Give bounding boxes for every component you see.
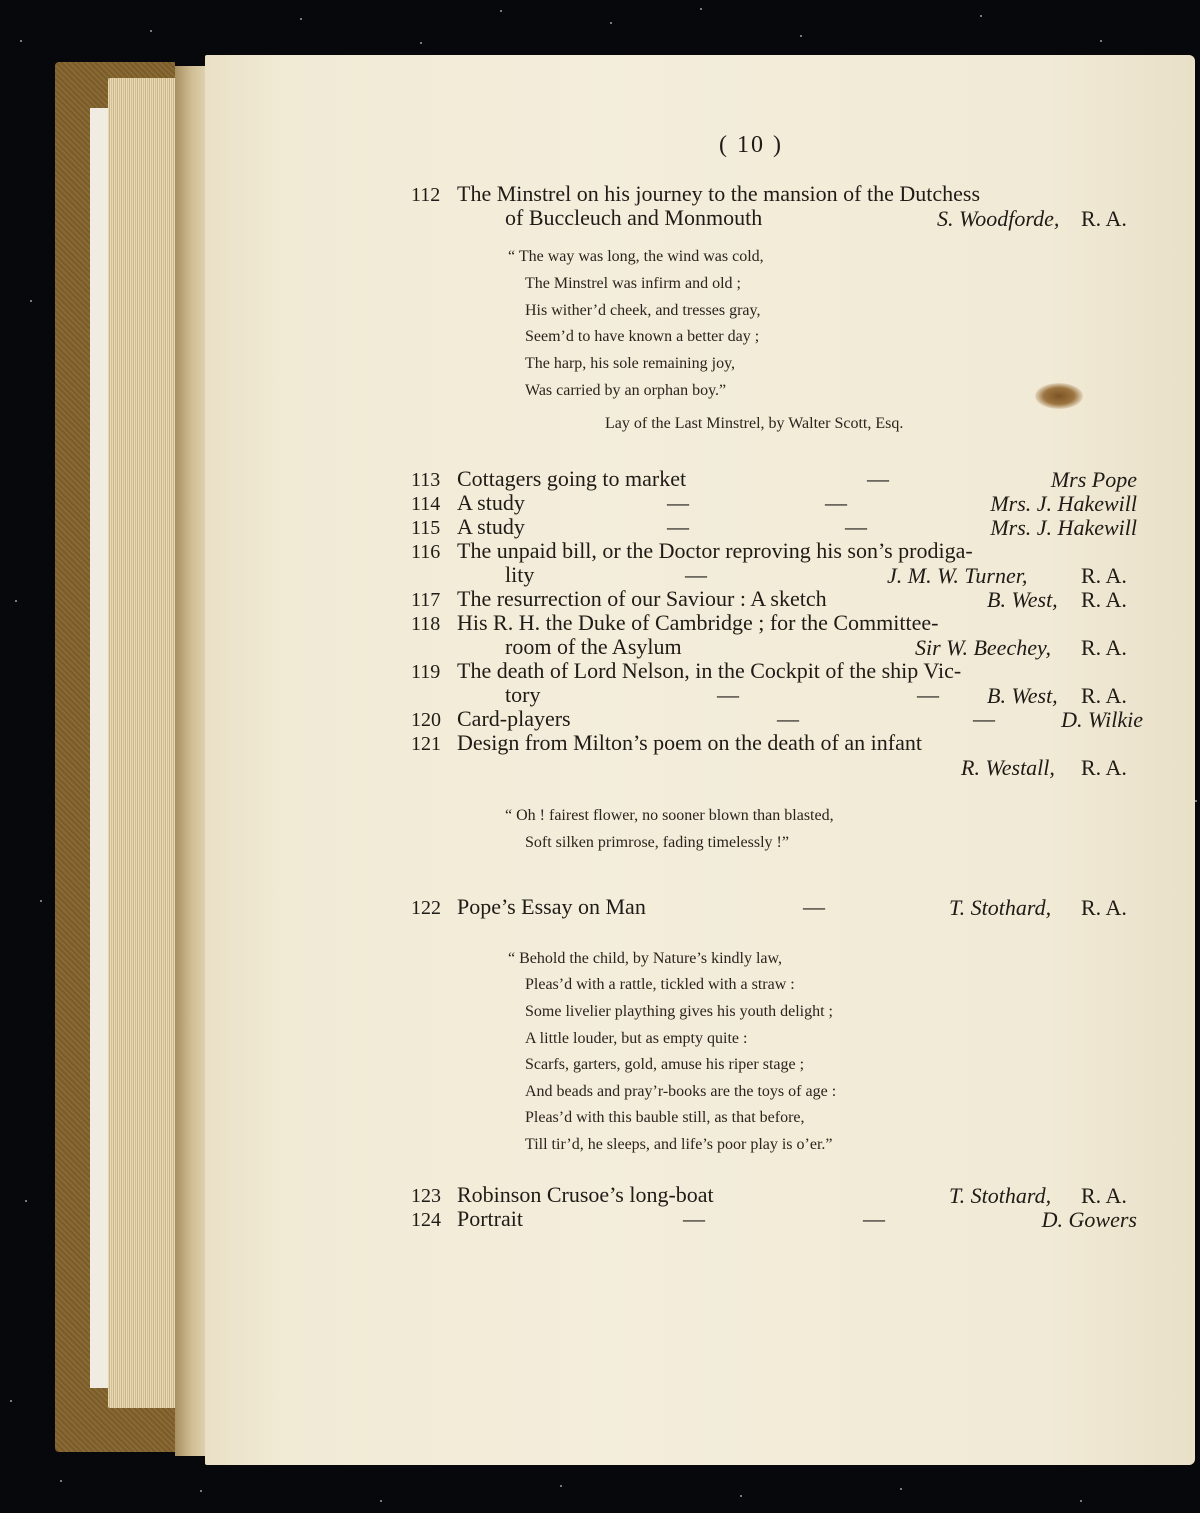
background-speck [560,1485,562,1487]
entry-number: 120 [411,709,441,731]
entry-title: Pope’s Essay on Man [457,894,646,919]
background-speck [740,1495,742,1497]
entry-title: A study [457,490,525,515]
entry-title: Portrait [457,1206,523,1231]
entry-number: 112 [411,184,441,206]
background-speck [700,8,702,10]
entry-title-continued: room of the Asylum [505,634,682,659]
background-speck [380,1500,382,1502]
entry-title: Cottagers going to market [457,466,687,491]
verse-line: Was carried by an orphan boy.” [525,382,727,399]
entry-title: Card-players [457,706,571,731]
verse-line: His wither’d cheek, and tresses gray, [525,302,761,319]
entry-honour: R. A. [1081,683,1127,708]
page-edges [108,78,178,1408]
entry-dash: — [667,514,689,539]
background-speck [980,15,982,17]
verse-line: Some livelier plaything gives his youth delight ; [525,1003,833,1020]
entry-title: The unpaid bill, or the Doctor reproving his son’s prodiga- [457,538,973,563]
background-speck [1100,40,1102,42]
entry-honour: R. A. [1081,563,1127,588]
entry-title: Robinson Crusoe’s long-boat [457,1182,714,1207]
entry-number: 115 [411,517,441,539]
entry-honour: R. A. [1081,587,1127,612]
entry-dash: — [803,894,825,919]
entry-title: His R. H. the Duke of Cambridge ; for the Committee- [457,610,939,635]
entry-artist: R. Westall, [961,755,1055,780]
entry-number: 119 [411,661,441,683]
background-speck [150,30,152,32]
background-speck [1195,800,1197,802]
entry-title: The Minstrel on his journey to the mansion of the Dutchess [457,181,981,206]
entry-artist: D. Gowers [1041,1207,1137,1232]
cover-inner-lining [90,108,108,1388]
entry-dash: — [917,682,939,707]
page-number: ( 10 ) [719,132,783,158]
entry-dash: — [867,466,889,491]
entry-title: Design from Milton’s poem on the death of an infant [457,730,922,755]
verse-line: Pleas’d with a rattle, tickled with a straw : [525,976,795,993]
entry-dash: — [863,1206,885,1231]
entry-number: 122 [411,897,441,919]
entry-number: 117 [411,589,441,611]
verse-line: “ Behold the child, by Nature’s kindly law, [508,950,783,967]
entry-dash: — [973,706,995,731]
background-speck [40,900,42,902]
entry-title-continued: tory [505,682,541,707]
background-speck [800,35,802,37]
page [205,55,1195,1465]
entry-dash: — [845,514,867,539]
entry-title: The resurrection of our Saviour : A sketch [457,586,827,611]
entry-artist: Mrs. J. Hakewill [990,491,1137,516]
entry-number: 124 [411,1209,441,1231]
entry-artist: D. Wilkie [1061,707,1143,732]
background-speck [15,600,17,602]
verse-line: The Minstrel was infirm and old ; [525,275,741,292]
entry-number: 123 [411,1185,441,1207]
entry-dash: — [683,1206,705,1231]
verse-line: Soft silken primrose, fading timelessly !” [525,834,789,851]
verse-line: Seem’d to have known a better day ; [525,328,760,345]
background-speck [420,42,422,44]
entry-title: A study [457,514,525,539]
entry-number: 114 [411,493,441,515]
background-speck [1080,1500,1082,1502]
verse-line: Pleas’d with this bauble still, as that before, [525,1109,805,1126]
entry-artist: Sir W. Beechey, [915,635,1052,660]
entry-title-continued: of Buccleuch and Monmouth [505,205,763,230]
background-speck [610,22,612,24]
entry-artist: J. M. W. Turner, [887,563,1028,588]
verse-line: The harp, his sole remaining joy, [525,355,736,372]
background-speck [20,40,22,42]
entry-artist: Mrs Pope [1050,467,1137,492]
entry-number: 121 [411,733,441,755]
background-speck [30,300,32,302]
entry-honour: R. A. [1081,206,1127,231]
background-speck [900,1488,902,1490]
entry-artist: B. West, [987,587,1058,612]
entry-number: 116 [411,541,441,563]
entry-title: The death of Lord Nelson, in the Cockpit of the ship Vic- [457,658,962,683]
verse-line: And beads and pray’r-books are the toys of age : [525,1083,837,1100]
background-speck [60,1480,62,1482]
entry-dash: — [685,562,707,587]
entry-dash: — [825,490,847,515]
verse-line: Till tir’d, he sleeps, and life’s poor play is o’er.” [525,1136,833,1153]
background-speck [500,10,502,12]
background-speck [10,1400,12,1402]
entry-honour: R. A. [1081,1183,1127,1208]
background-speck [200,1490,202,1492]
entry-dash: — [667,490,689,515]
verse-line: A little louder, but as empty quite : [525,1030,748,1047]
verse-line: Scarfs, garters, gold, amuse his riper stage ; [525,1056,805,1073]
entry-number: 118 [411,613,441,635]
verse-source: Lay of the Last Minstrel, by Walter Scott, Esq. [605,415,904,432]
entry-dash: — [717,682,739,707]
background-speck [25,1200,27,1202]
verse-line: “ The way was long, the wind was cold, [508,248,764,265]
verse-line: “ Oh ! fairest flower, no sooner blown than blasted, [505,807,834,824]
foxing-stain [1035,383,1083,409]
entry-artist: B. West, [987,683,1058,708]
entry-artist: T. Stothard, [949,895,1052,920]
entry-honour: R. A. [1081,635,1127,660]
entry-number: 113 [411,469,441,491]
background-speck [300,18,302,20]
entry-honour: R. A. [1081,755,1127,780]
entry-artist: T. Stothard, [949,1183,1052,1208]
entry-dash: — [777,706,799,731]
entry-artist: Mrs. J. Hakewill [990,515,1137,540]
entry-title-continued: lity [505,562,535,587]
entry-honour: R. A. [1081,895,1127,920]
entry-artist: S. Woodforde, [937,206,1060,231]
